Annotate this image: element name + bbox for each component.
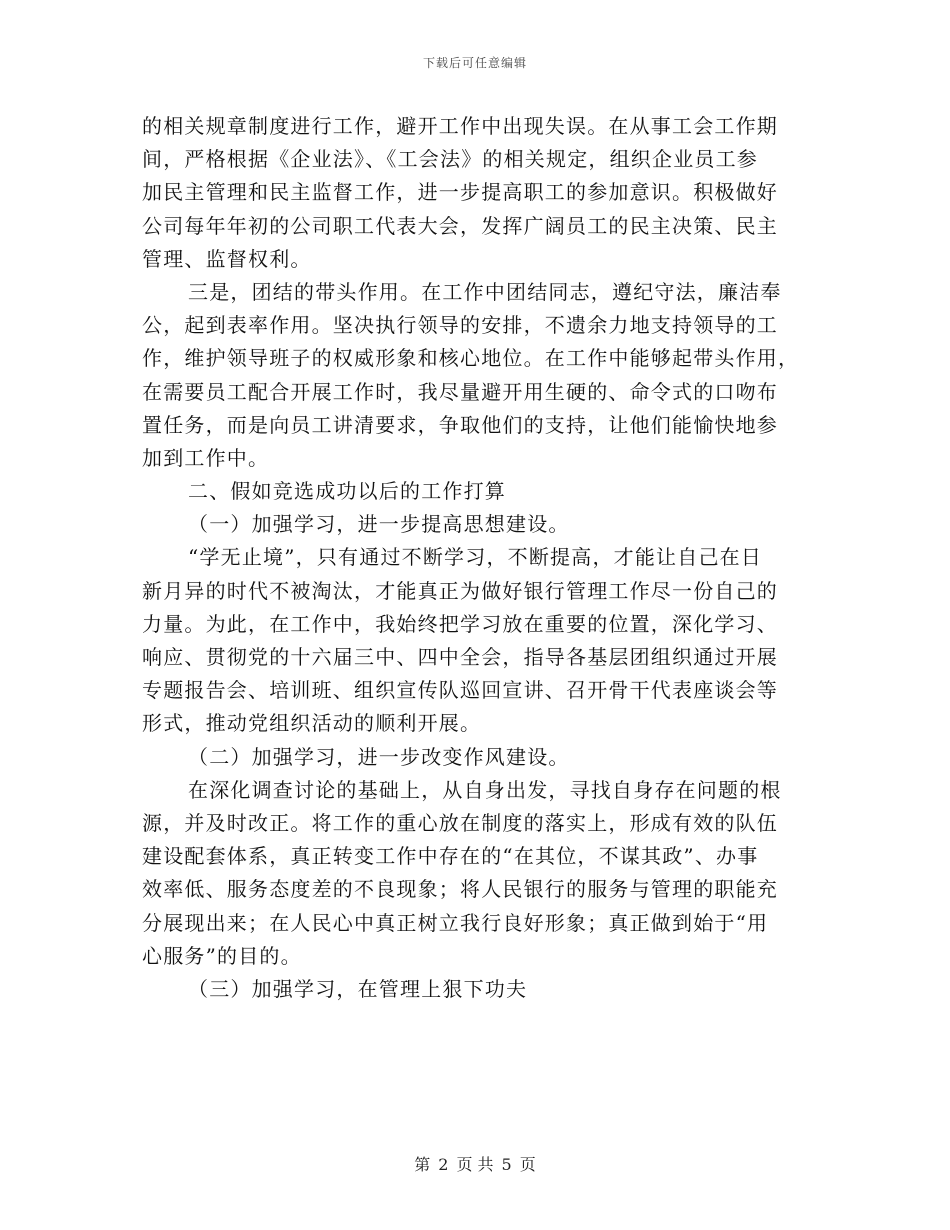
- text-line: 置任务，而是向员工讲清要求，争取他们的支持，让他们能愉快地参: [142, 412, 778, 437]
- section-heading: 二、假如竞选成功以后的工作打算: [188, 479, 506, 504]
- footer-prefix: 第: [414, 1155, 431, 1174]
- text-line: 心服务”的目的。: [142, 943, 302, 968]
- page-number: 2: [438, 1155, 449, 1174]
- page-footer: [0, 1152, 950, 1175]
- text-line: 的相关规章制度进行工作，避开工作中出现失误。在从事工会工作期: [142, 114, 778, 138]
- paragraph-start-line: “学无止境”，只有通过不断学习，不断提高，才能让自己在日: [188, 545, 763, 570]
- text-line: 在需要员工配合开展工作时，我尽量避开用生硬的、命令式的口吻布: [142, 379, 778, 404]
- text-line: 间，严格根据《企业法》、《工会法》的相关规定，组织企业员工参: [142, 147, 758, 172]
- text-line: 源，并及时改正。将工作的重心放在制度的落实上，形成有效的队伍: [142, 810, 778, 835]
- text-line: 形式，推动党组织活动的顺利开展。: [142, 711, 482, 736]
- text-line: 加到工作中。: [142, 445, 270, 470]
- text-line: 响应、贯彻党的十六届三中、四中全会，指导各基层团组织通过开展: [142, 645, 778, 669]
- page-total: 5: [501, 1155, 512, 1174]
- subsection-heading: （一）加强学习，进一步提高思想建设。: [188, 512, 570, 537]
- text-line: 分展现出来；在人民心中真正树立我行良好形象；真正做到始于“用: [142, 910, 769, 935]
- text-line: 力量。为此，在工作中，我始终把学习放在重要的位置，深化学习、: [142, 611, 778, 636]
- footer-suffix: 页: [519, 1155, 536, 1174]
- document-body: [142, 110, 802, 1006]
- text-line: 专题报告会、培训班、组织宣传队巡回宣讲、召开骨干代表座谈会等: [142, 678, 778, 703]
- text-line: 公司每年年初的公司职工代表大会，发挥广阔员工的民主决策、民主: [142, 213, 778, 238]
- text-line: 加民主管理和民主监督工作，进一步提高职工的参加意识。积极做好: [142, 180, 778, 205]
- text-line: 管理、监督权利。: [142, 246, 312, 271]
- subsection-heading: （三）加强学习，在管理上狠下功夫: [188, 976, 528, 1001]
- page-header: 下载后可任意编辑: [422, 56, 527, 70]
- footer-middle: 页 共: [456, 1155, 494, 1174]
- subsection-heading: （二）加强学习，进一步改变作风建设。: [188, 744, 570, 769]
- text-line: 公，起到表率作用。坚决执行领导的安排，不遗余力地支持领导的工: [142, 313, 778, 338]
- text-line: 建设配套体系，真正转变工作中存在的“在其位，不谋其政”、办事: [142, 844, 759, 869]
- text-line: 效率低、服务态度差的不良现象；将人民银行的服务与管理的职能充: [142, 877, 778, 902]
- paragraph-start-line: 三是，团结的带头作用。在工作中团结同志，遵纪守法，廉洁奉: [188, 279, 782, 304]
- text-line: 作，维护领导班子的权威形象和核心地位。在工作中能够起带头作用，: [142, 346, 800, 371]
- text-line: 新月异的时代不被淘汰，才能真正为做好银行管理工作尽一份自己的: [142, 578, 778, 603]
- paragraph-start-line: 在深化调查讨论的基础上，从自身出发，寻找自身存在问题的根: [188, 777, 782, 802]
